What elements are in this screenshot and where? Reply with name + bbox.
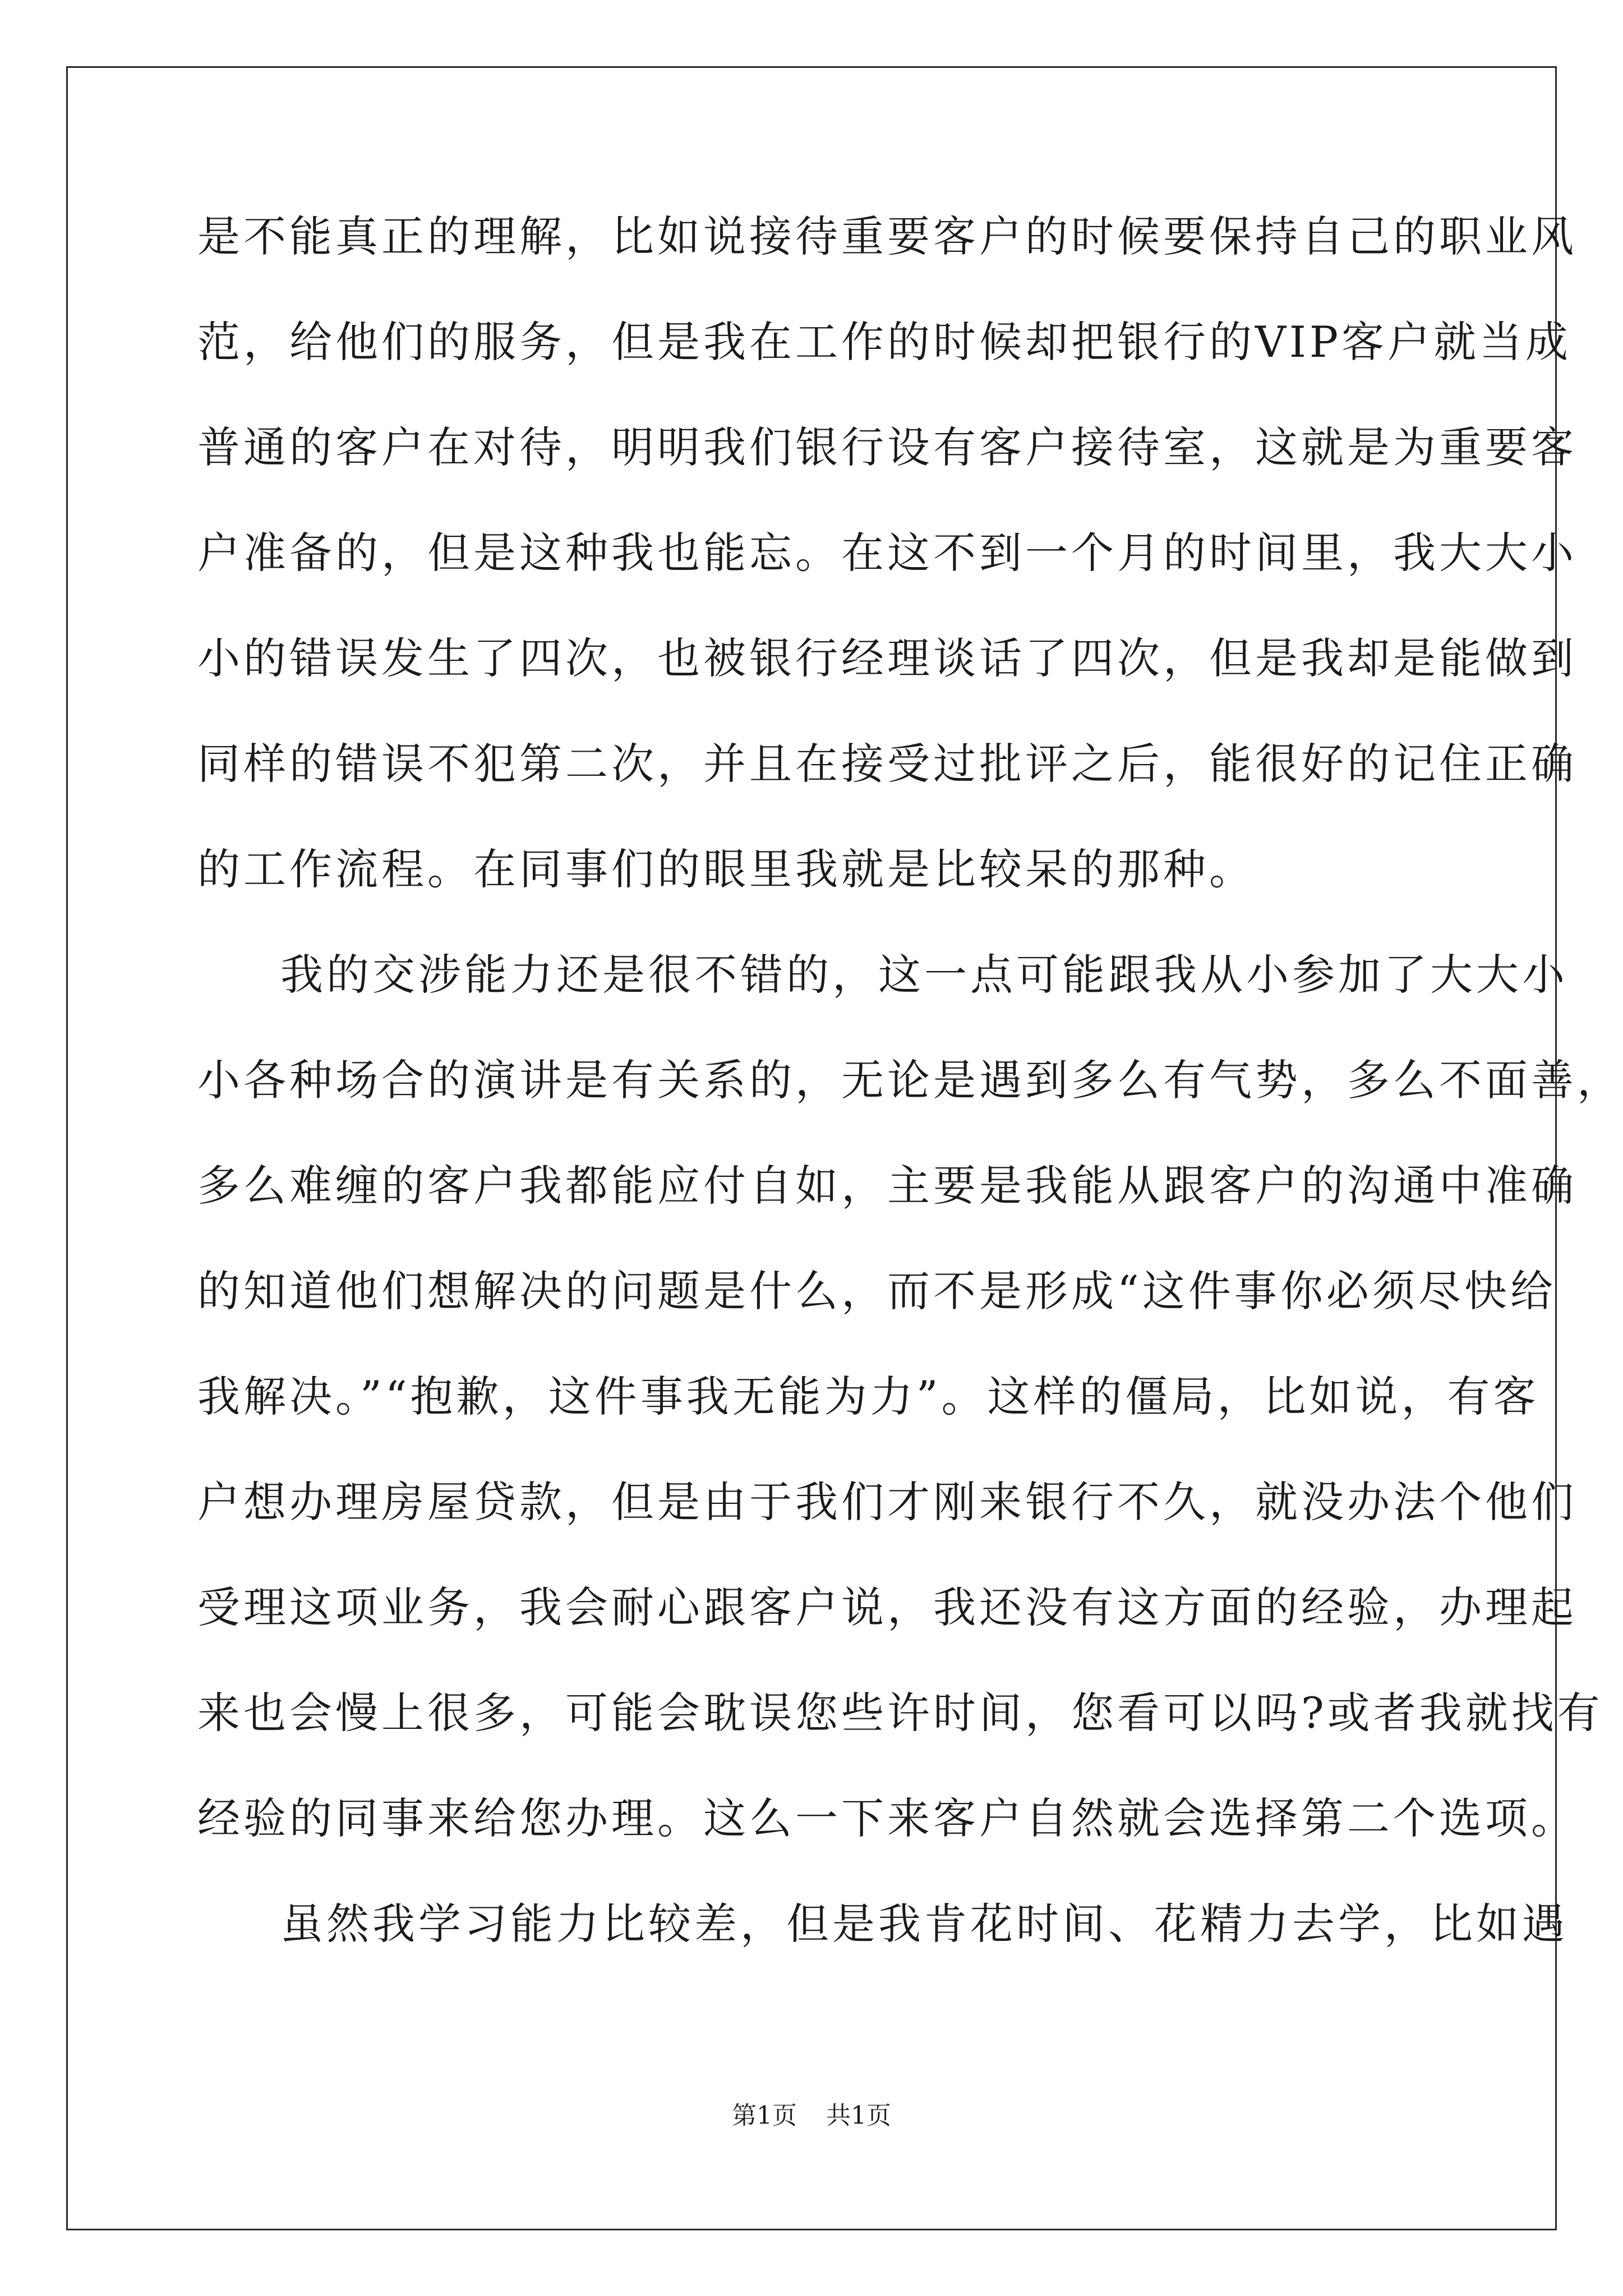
text-line: 我解决。”“抱歉，这件事我无能为力”。这样的僵局，比如说，有客 [197, 1372, 1539, 1421]
text-line: 小各种场合的演讲是有关系的，无论是遇到多么有气势，多么不面善， [197, 1055, 1623, 1105]
text-line: 户准备的，但是这种我也能忘。在这不到一个月的时间里，我大大小 [197, 528, 1577, 578]
text-line: 小的错误发生了四次，也被银行经理谈话了四次，但是我却是能做到 [197, 633, 1577, 683]
text-line: 经验的同事来给您办理。这么一下来客户自然就会选择第二个选项。 [197, 1793, 1577, 1843]
text-line: 的知道他们想解决的问题是什么，而不是形成“这件事你必须尽快给 [197, 1266, 1556, 1316]
text-line: 普通的客户在对待，明明我们银行设有客户接待室，这就是为重要客 [197, 422, 1577, 472]
paragraph-first-line: 我的交涉能力还是很不错的，这一点可能跟我从小参加了大大小 [280, 950, 1568, 1000]
text-line: 多么难缠的客户我都能应付自如，主要是我能从跟客户的沟通中准确 [197, 1161, 1577, 1211]
text-line: 的工作流程。在同事们的眼里我就是比较呆的那种。 [197, 844, 1255, 894]
paragraph-first-line: 虽然我学习能力比较差，但是我肯花时间、花精力去学，比如遇 [280, 1899, 1568, 1949]
text-line: 户想办理房屋贷款，但是由于我们才刚来银行不久，就没办法个他们 [197, 1477, 1577, 1527]
text-line: 同样的错误不犯第二次，并且在接受过批评之后，能很好的记住正确 [197, 739, 1577, 789]
text-line: 是不能真正的理解，比如说接待重要客户的时候要保持自己的职业风 [197, 211, 1577, 261]
text-line: 来也会慢上很多，可能会耽误您些许时间，您看可以吗?或者我就找有 [197, 1688, 1603, 1738]
page-total: 共1页 [826, 2101, 891, 2130]
page-number: 第1页 [732, 2101, 797, 2130]
text-line: 受理这项业务，我会耐心跟客户说，我还没有这方面的经验，办理起 [197, 1582, 1577, 1632]
text-line: 范，给他们的服务，但是我在工作的时候却把银行的VIP客户就当成 [197, 317, 1572, 367]
page-footer [0, 2099, 1623, 2133]
